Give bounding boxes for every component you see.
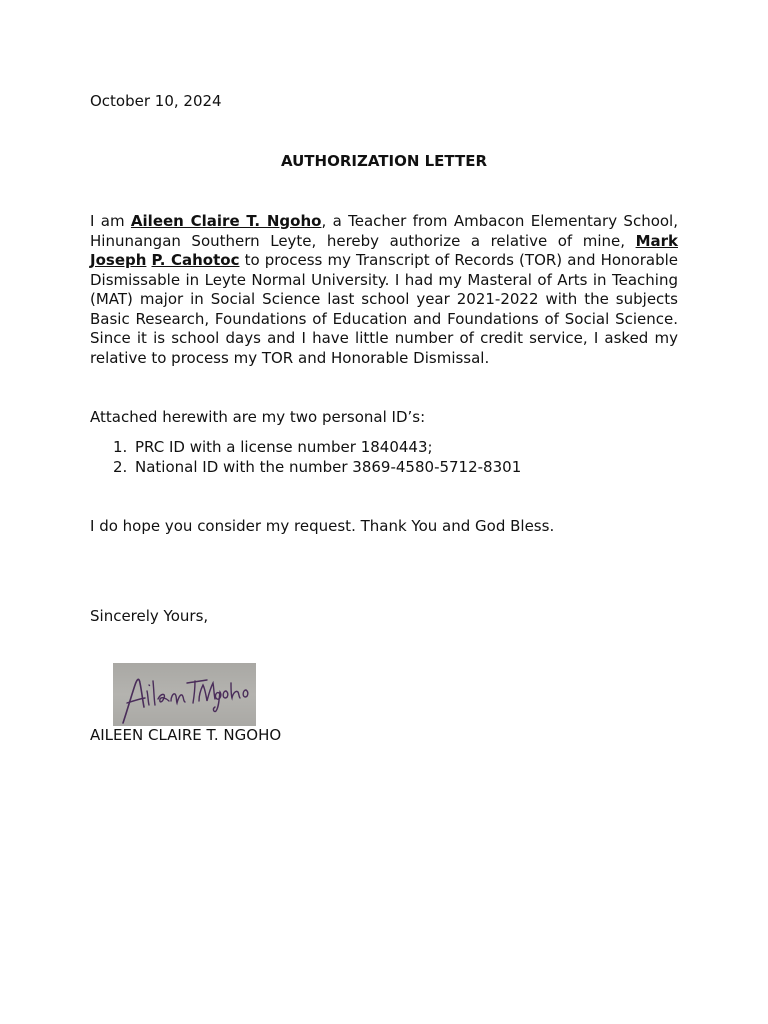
id-list [90, 438, 521, 477]
author-name: Aileen Claire T. Ngoho [130, 212, 322, 230]
handwritten-signature [113, 663, 256, 726]
sign-off: Sincerely Yours, [90, 607, 209, 625]
signer-name: AILEEN CLAIRE T. NGOHO [90, 726, 282, 744]
body-after-relative: to process my Transcript of Records (TOR) and Honorable Dismissable in Leyte Normal University. I had my Masteral of Arts in Teaching (MAT) major in Social Science last school year 2021-2022 with the subjects Basic Research, Foundations of Education and Foundations of Social Science. Since it is school days and I have little number of credit service, I asked my relative to process my TOR and Honorable Dismissal. [90, 251, 678, 367]
relative-name-last: P. Cahotoc [151, 251, 240, 269]
relative-name-first: Mark Joseph [90, 231, 678, 269]
closing-text: I do hope you consider my request. Thank You and God Bless. [90, 517, 555, 535]
letter-title: AUTHORIZATION LETTER [280, 152, 488, 170]
list-item-number: 2. [113, 457, 128, 476]
list-item [90, 458, 521, 478]
attached-intro: Attached herewith are my two personal ID’s: [90, 408, 426, 426]
body-intro: I am [90, 212, 131, 230]
letter-date: October 10, 2024 [90, 92, 222, 110]
signature-image [113, 663, 256, 726]
list-item-text: PRC ID with a license number 1840443; [135, 438, 433, 456]
list-item-number: 1. [113, 438, 128, 456]
list-item [90, 438, 521, 458]
letter-body [90, 212, 678, 368]
list-item-text: National ID with the number 3869-4580-5712-8301 [135, 457, 522, 476]
body-after-author: , a Teacher from Ambacon Elementary School, Hinunangan Southern Leyte, hereby authorize a relative of mine, [90, 212, 678, 250]
